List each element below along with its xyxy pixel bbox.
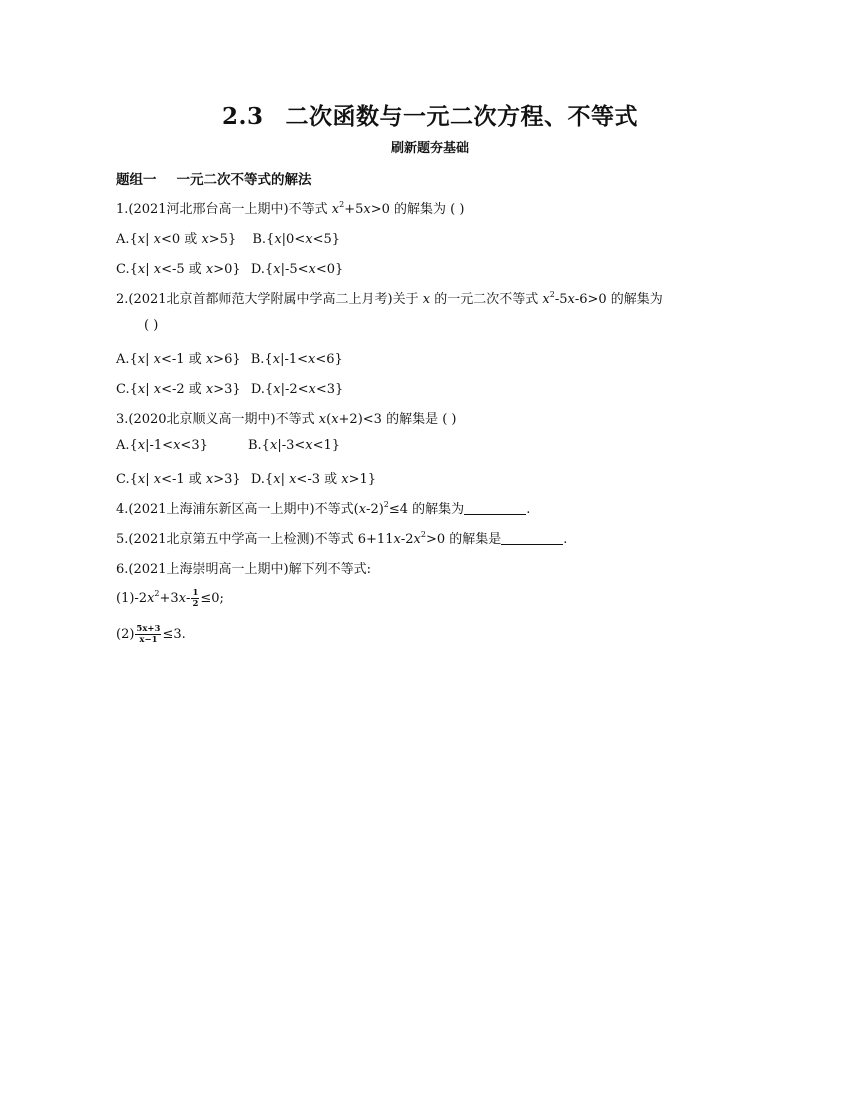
option-d[interactable]: D.{x|-5<x<0}	[250, 262, 344, 277]
fraction: $\frac{1}{2}$	[192, 588, 199, 609]
group-heading	[116, 168, 312, 188]
section-number: 2.3	[221, 103, 264, 130]
question-3-stem: 3.(2020北京顺义高一期中)不等式 x(x+2)<3 的解集是 ( )	[116, 412, 457, 427]
option-b[interactable]: B.{x|-1<x<6}	[250, 352, 343, 367]
question-5-stem: 5.(2021北京第五中学高一上检测)不等式 $6+11x-2x^2>0$ 的解集是 .	[116, 530, 568, 547]
question-3-options-cd	[116, 468, 376, 487]
group-label: 题组一	[116, 172, 157, 188]
fraction: $\frac{5x+3}{x-1}$	[136, 624, 161, 645]
option-b[interactable]: B.{x|-3<x<1}	[248, 438, 341, 453]
answer-blank[interactable]	[501, 532, 563, 545]
question-2-answer-paren: ( )	[144, 318, 159, 333]
option-c[interactable]: C.{x| x<-5 或 x>0}	[116, 262, 241, 277]
answer-blank[interactable]	[464, 502, 526, 515]
section-title: 二次函数与一元二次方程、不等式	[285, 103, 638, 130]
option-d[interactable]: D.{x| x<-3 或 x>1}	[250, 472, 377, 487]
question-4-stem: 4.(2021上海浦东新区高一上期中)不等式$(x-2)^2\le 4$ 的解集为 .	[116, 500, 531, 517]
question-6-part-2: (2) $\frac{5x+3}{x-1}$ ≤3.	[116, 624, 186, 645]
option-a[interactable]: A.{x| x<-1 或 x>6}	[116, 352, 241, 367]
question-2-stem: 2.(2021北京首都师范大学附属中学高二上月考)关于 x 的一元二次不等式 $x^2-5x-6>0$ 的解集为	[116, 290, 663, 307]
question-1-options-ab	[116, 228, 340, 247]
question-3-options-ab	[116, 438, 340, 453]
question-1-stem: 1.(2021河北邢台高一上期中)不等式 $x^2+5x>0$ 的解集为 ( )	[116, 200, 465, 217]
question-6-stem: 6.(2021上海崇明高一上期中)解下列不等式:	[116, 562, 372, 577]
option-a[interactable]: A.{x|-1<x<3}	[116, 438, 208, 453]
option-b[interactable]: B.{x|0<x<5}	[252, 232, 340, 247]
question-6-part-1: $(1)-2x^2+3x-$ $\frac{1}{2}$ ≤0;	[116, 588, 224, 609]
option-a[interactable]: A.{x| x<0 或 x>5}	[116, 232, 237, 247]
page-title	[0, 98, 860, 131]
option-d[interactable]: D.{x|-2<x<3}	[250, 382, 344, 397]
question-2-options-cd	[116, 378, 343, 397]
question-1-options-cd	[116, 258, 343, 277]
page-subtitle: 刷新题夯基础	[390, 141, 469, 156]
question-2-options-ab	[116, 348, 343, 367]
option-c[interactable]: C.{x| x<-2 或 x>3}	[116, 382, 241, 397]
option-c[interactable]: C.{x| x<-1 或 x>3}	[116, 472, 241, 487]
group-name: 一元二次不等式的解法	[176, 172, 312, 188]
